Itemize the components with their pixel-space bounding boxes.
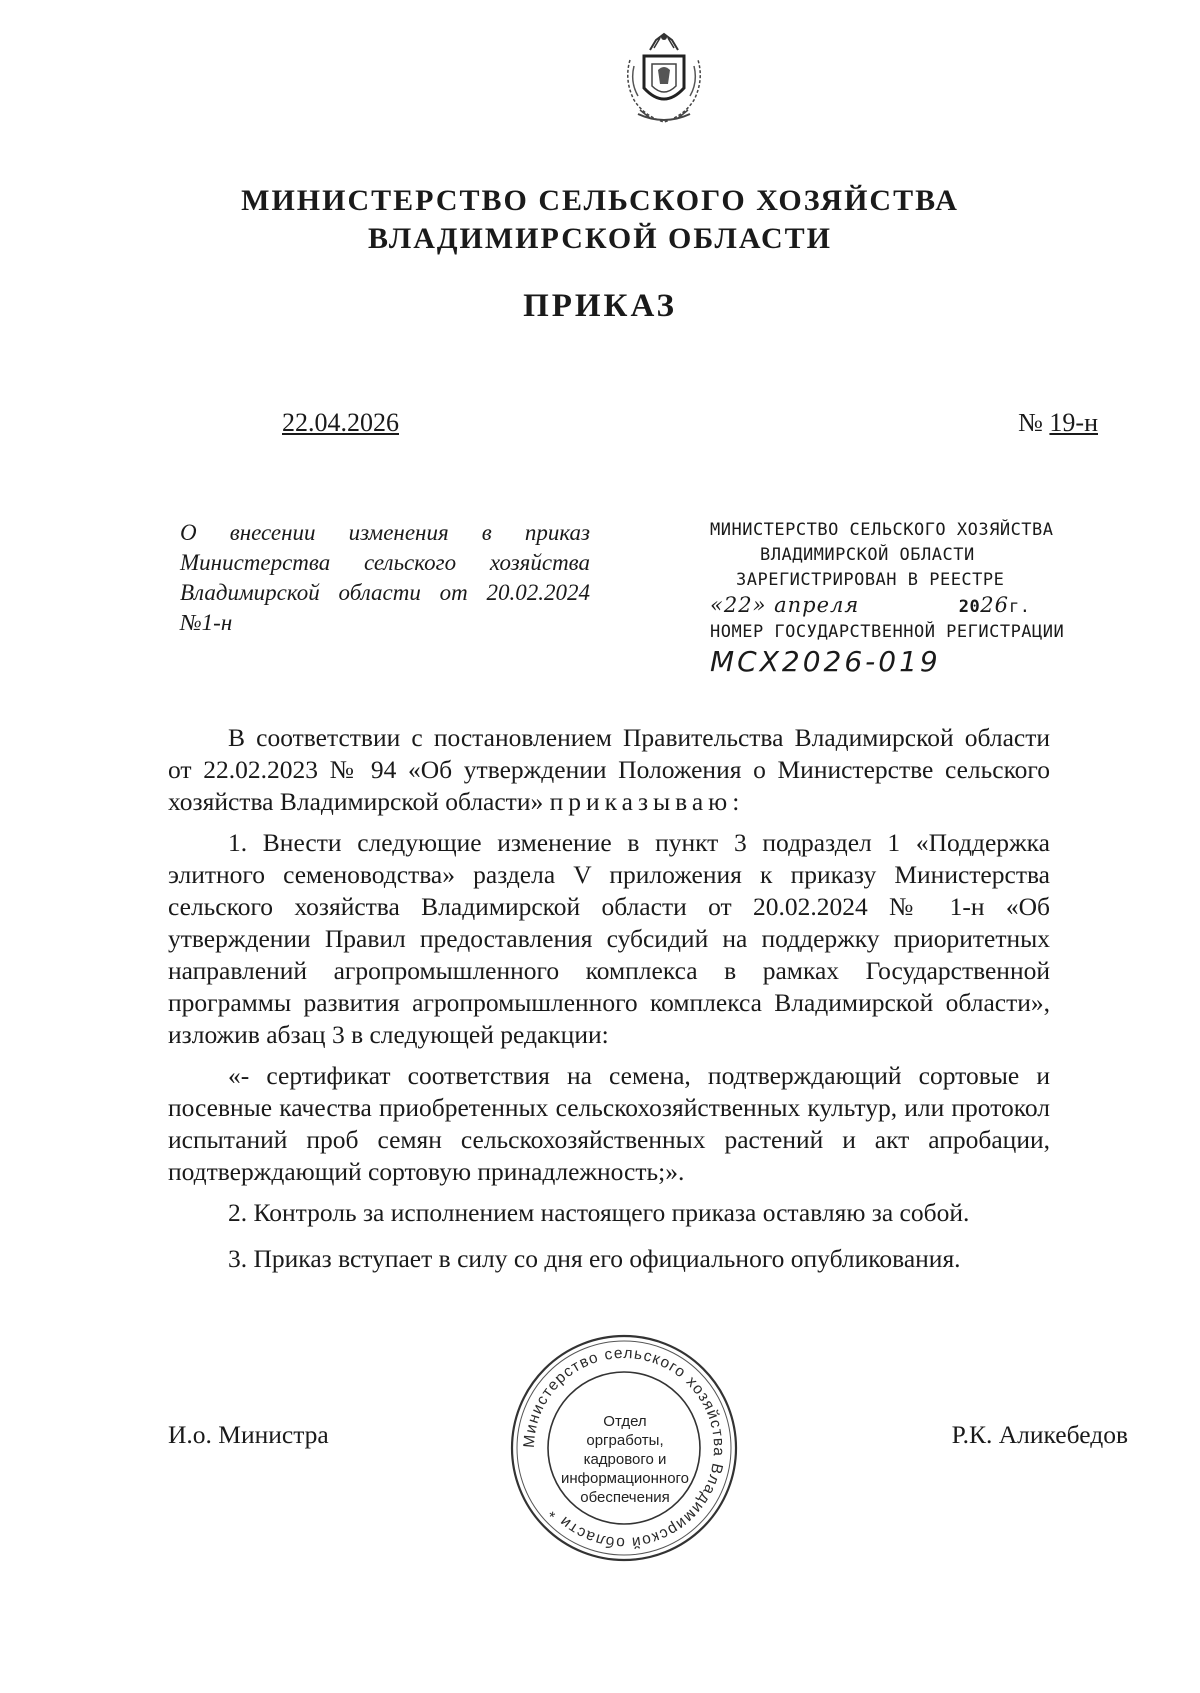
item-1-paragraph: 1. Внести следующие изменение в пункт 3 подраздел 1 «Поддержка элитного семеноводства» раздела V приложения к приказу Министерства сельского хозяйства Владимирской области от 20.02.2024 № 1-н «Об утверждении Правил предоставления субсидий на поддержку приоритетных направлений агропромышленного комплекса в рамках Государственной программы развития агропромышленного комплекса Владимирской области», изложив абзац 3 в следующей редакции: (168, 828, 1050, 1049)
seal-ring-text: Министерство сельского хозяйства Владимирской области * (520, 1344, 728, 1552)
item-2-paragraph: 2. Контроль за исполнением настоящего приказа оставляю за собой. (228, 1198, 970, 1227)
registry-year-handwritten: 26 (980, 593, 1010, 617)
seal-inner-text (545, 1412, 705, 1507)
registry-year-prefix: 20 (958, 597, 981, 617)
order-title: ПРИКАЗ (523, 288, 677, 324)
ministry-line-2: ВЛАДИМИРСКОЙ ОБЛАСТИ (368, 222, 832, 255)
seal-inner-line-1: Отдел (603, 1413, 647, 1430)
item-3-paragraph: 3. Приказ вступает в силу со дня его официального опубликования. (228, 1244, 961, 1273)
registry-date-line (710, 593, 1070, 620)
registry-line-5: НОМЕР ГОСУДАРСТВЕННОЙ РЕГИСТРАЦИИ (710, 622, 1065, 642)
ministry-line-1: МИНИСТЕРСТВО СЕЛЬСКОГО ХОЗЯЙСТВА (241, 184, 959, 217)
coat-of-arms-icon (620, 30, 708, 126)
number-prefix: № (1018, 408, 1043, 437)
seal-inner-line-2: оргработы, (586, 1432, 664, 1449)
number-value: 19-н (1049, 408, 1098, 437)
quote-paragraph: «- сертификат соответствия на семена, подтверждающий сортовые и посевные качества приобретенных сельскохозяйственных культур, или протокол испытаний проб семян сельскохозяйственных растений и акт апробации, подтверждающий сортовую принадлежность;». (168, 1061, 1050, 1186)
preamble-paragraph (168, 722, 1050, 818)
registry-code: МСХ2026-019 (710, 645, 941, 678)
document-date: 22.04.2026 (282, 408, 399, 437)
registry-stamp (710, 518, 1070, 678)
seal-inner-line-4: информационного (560, 1470, 690, 1487)
registry-line-2: ВЛАДИМИРСКОЙ ОБЛАСТИ (760, 545, 975, 565)
signer-title: И.о. Министра (168, 1420, 329, 1449)
registry-year-suffix: г. (1009, 597, 1031, 617)
document-number (1018, 408, 1098, 438)
registry-line-1: МИНИСТЕРСТВО СЕЛЬСКОГО ХОЗЯЙСТВА (710, 520, 1054, 540)
registry-line-3: ЗАРЕГИСТРИРОВАН В РЕЕСТРЕ (736, 570, 1005, 590)
preamble-text: В соответствии с постановлением Правительства Владимирской области от 22.02.2023 № 94 «Об утверждении Положения о Министерстве сельского хозяйства Владимирской области» (168, 723, 1050, 816)
seal-inner-line-5: обеспечения (580, 1489, 670, 1506)
document-body (168, 722, 1050, 1284)
order-word: приказываю: (549, 787, 745, 816)
seal-inner-line-3: кадрового и (583, 1451, 667, 1468)
document-subject: О внесении изменения в приказ Министерства сельского хозяйства Владимирской области от 20.02.2024 №1-н (180, 520, 590, 635)
signer-name: Р.К. Аликебедов (951, 1420, 1128, 1449)
ministry-name (150, 182, 1050, 258)
registry-date-handwritten: «22» апреля (710, 593, 860, 617)
